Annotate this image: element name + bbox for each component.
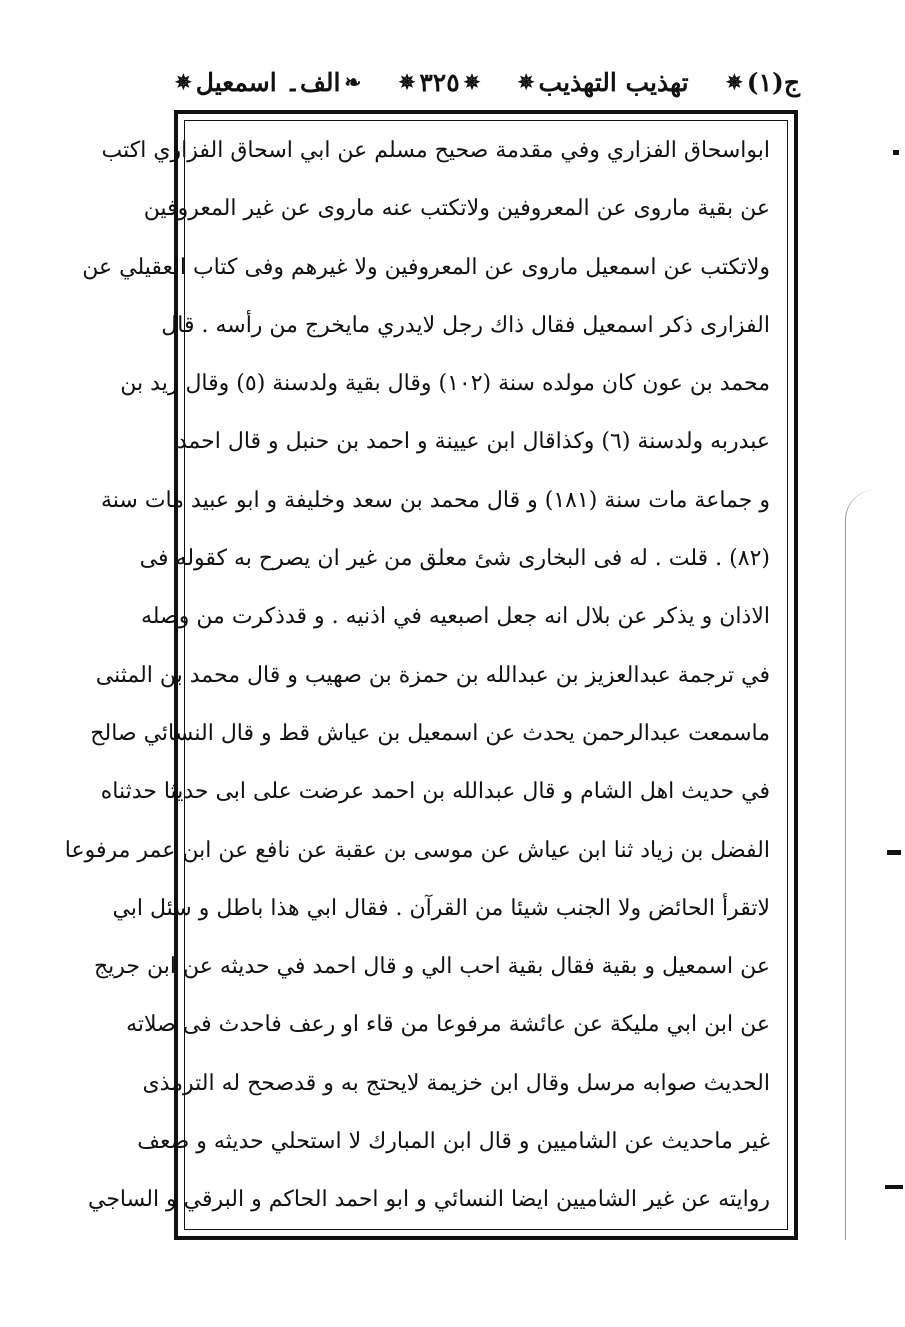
text-line: في حديث اهل الشام و قال عبدالله بن احمد عرضت على ابى حديثا حدثناه: [100, 779, 770, 805]
header-volume-group: [726, 68, 800, 97]
text-line: محمد بن عون كان مولده سنة (١٠٢) وقال بقية ولدسنة (٥) وقال زيد بن: [120, 371, 770, 397]
text-line: غير ماحديث عن الشاميين و قال ابن المبارك لا استحلي حديثه و ضعف: [137, 1129, 770, 1155]
ornament-icon: ✵: [725, 70, 743, 94]
page-edge-shadow: [845, 490, 886, 1240]
page-body-text: [64, 122, 770, 1232]
binding-mark: [885, 1185, 903, 1189]
text-line: و جماعة مات سنة (١٨١) و قال محمد بن سعد وخليفة و ابو عبيد مات سنة: [100, 487, 770, 513]
text-line: (٨٢) . قلت . له فى البخارى شئ معلق من غير ان يصرح به كقوله فى: [139, 546, 770, 572]
header-book-title: تهذيب التهذيب: [538, 67, 689, 97]
binding-mark: [893, 150, 899, 155]
text-line: عن بقية ماروى عن المعروفين ولاتكتب عنه ماروى عن غير المعروفين: [143, 196, 770, 222]
text-line: الفزارى ذكر اسمعيل فقال ذاك رجل لايدري مايخرج من رأسه . قال: [161, 312, 770, 338]
header-page-number: ٣٢٥: [419, 67, 460, 97]
text-line: في ترجمة عبدالعزيز بن عبدالله بن حمزة بن صهيب و قال محمد بن المثنى: [95, 662, 770, 688]
header-section: الف۔ اسمعيل: [195, 67, 341, 97]
ornament-icon: ✵: [463, 70, 481, 94]
ornament-icon: ✵: [517, 70, 535, 94]
header-volume: ج(١): [746, 67, 800, 97]
header-title-group: [518, 68, 689, 97]
text-line: الاذان و يذكر عن بلال انه جعل اصبعيه في اذنيه . و قدذكرت من وصله: [140, 604, 770, 630]
text-line: الحديث صوابه مرسل وقال ابن خزيمة لايحتج به و قدصحح له الترمذى: [142, 1070, 770, 1096]
ornament-icon: ✵: [398, 70, 416, 94]
text-line: روايته عن غير الشاميين ايضا النسائي و ابو احمد الحاكم و البرقي و الساجي: [87, 1187, 770, 1213]
binding-mark: [887, 850, 901, 855]
page-header: [175, 60, 800, 104]
text-line: عن اسمعيل و بقية فقال بقية احب الي و قال احمد في حديثه عن ابن جريج: [93, 954, 770, 980]
text-line: عبدربه ولدسنة (٦) وكذاقال ابن عيينة و احمد بن حنبل و قال احمد: [176, 429, 770, 455]
text-line: عن ابن ابي مليكة عن عائشة مرفوعا من قاء او رعف فاحدث فى صلاته: [126, 1012, 770, 1038]
text-line: لاتقرأ الحائض ولا الجنب شيئا من القرآن . فقال ابي هذا باطل و سئل ابي: [112, 895, 770, 921]
text-line: ابواسحاق الفزاري وفي مقدمة صحيح مسلم عن ابي اسحاق الفزاري اكتب: [101, 138, 770, 163]
text-line: الفضل بن زياد ثنا ابن عياش عن موسى بن عقبة عن نافع عن ابن عمر مرفوعا: [64, 837, 770, 863]
text-line: ماسمعت عبدالرحمن يحدث عن اسمعيل بن عياش قط و قال النسائي صالح: [90, 720, 770, 746]
text-line: ولاتكتب عن اسمعيل ماروى عن المعروفين ولا غيرهم وفى كتاب العقيلي عن: [82, 254, 770, 280]
section-marker-icon: ❧: [344, 70, 362, 94]
ornament-icon: ✵: [175, 70, 192, 94]
header-section-group: [175, 68, 361, 97]
header-page-group: [399, 68, 481, 97]
